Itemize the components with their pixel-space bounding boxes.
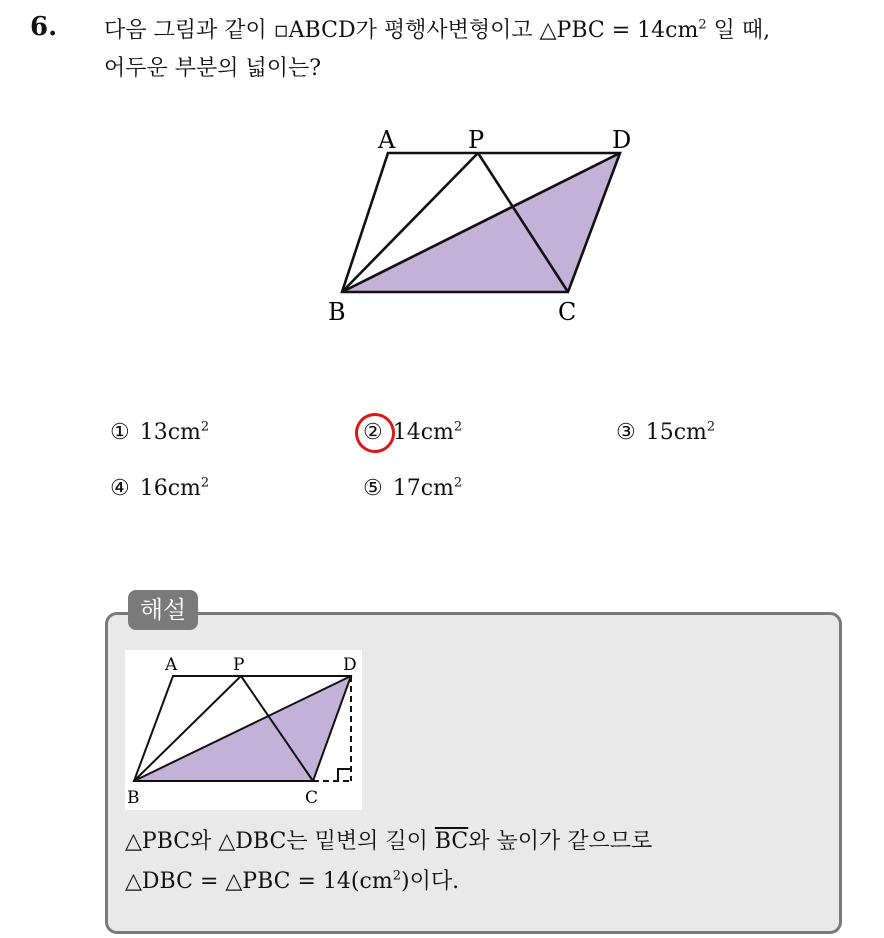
explanation-line1-part: △PBC와 △DBC는 밑변의 길이 [125,829,435,854]
superscript: 2 [698,17,707,33]
choice-number: ④ [110,476,130,501]
question-number: 6. [30,12,58,42]
vertex-label-A: A [378,126,396,154]
choice-value: 15cm [645,420,707,445]
superscript: 2 [200,419,210,435]
choice-value: 17cm [392,476,454,501]
superscript: 2 [706,419,716,435]
explanation-line1-part: 와 높이가 같으므로 [468,829,653,854]
vertex-label-A: A [165,655,178,675]
explanation-line2-part: )이다. [400,869,460,894]
vertex-label-B: B [328,298,346,326]
explanation-figure [125,650,362,810]
answer-circle-mark [351,409,398,456]
choice-number: ⑤ [363,476,383,501]
segment-BC-notation: $\overline{BC}$ [434,829,469,854]
vertex-label-P: P [468,126,485,154]
vertex-label-C: C [305,788,319,808]
superscript: 2 [453,475,463,491]
superscript: 2 [392,868,401,884]
question-text-part: ABCD가 평행사변형이고 △PBC = 14cm [288,18,699,43]
choice-number: ① [110,420,130,445]
explanation-text [125,822,825,902]
choice-3[interactable] [616,420,715,445]
choice-number: ② [363,420,383,445]
vertex-label-D: D [612,126,632,154]
question-text-part: 다음 그림과 같이 [104,18,274,43]
vertex-label-B: B [127,788,140,808]
choice-value: 13cm [139,420,201,445]
vertex-label-C: C [558,298,577,326]
choice-value: 16cm [139,476,201,501]
choice-number: ③ [616,420,636,445]
vertex-label-P: P [233,655,245,675]
right-angle-mark [338,769,351,781]
question-text-line2: 어두운 부분의 넓이는? [104,56,322,81]
choice-4[interactable] [110,476,209,501]
choice-value: 14cm [392,420,454,445]
choice-1[interactable] [110,420,209,445]
question-text [104,12,874,88]
explanation-line2-part: △DBC = △PBC = 14(cm [125,869,393,894]
parallelogram-symbol: ▫ [273,18,289,43]
vertex-label-D: D [343,655,357,675]
question-text-part: 일 때, [706,18,771,43]
parallelogram-figure [320,120,650,330]
explanation-tag: 해설 [128,590,198,630]
superscript: 2 [453,419,463,435]
choice-5[interactable] [363,476,462,501]
superscript: 2 [200,475,210,491]
